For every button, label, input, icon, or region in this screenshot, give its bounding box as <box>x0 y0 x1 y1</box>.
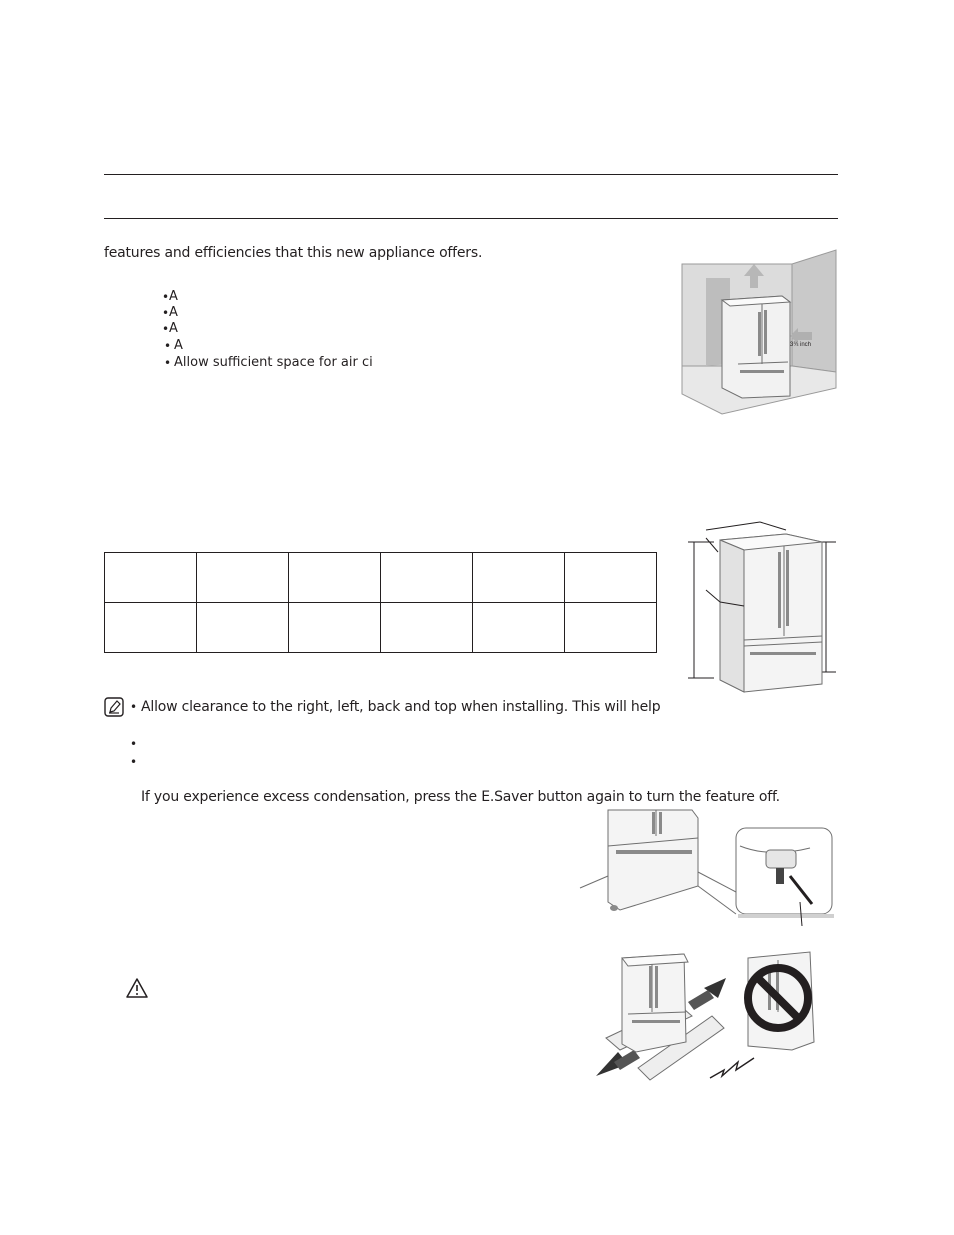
dimensions-illustration <box>680 516 840 702</box>
clearance-illustration <box>682 248 838 416</box>
table-cell <box>105 603 197 653</box>
list-bullet: • <box>164 356 172 370</box>
condensation-text: If you experience excess condensation, press the E.Saver button again to turn the feature off. <box>141 789 780 805</box>
table-cell <box>565 553 657 603</box>
list-bullet: • <box>162 322 170 336</box>
list-bullet: • <box>162 290 170 304</box>
note-text: Allow clearance to the right, left, back and top when installing. This will help <box>141 699 661 715</box>
table-cell <box>473 553 565 603</box>
list-item: A <box>169 289 178 304</box>
intro-text: features and efficiencies that this new appliance offers. <box>104 245 483 261</box>
table-cell <box>473 603 565 653</box>
note-bullet: • <box>130 700 138 714</box>
table-cell <box>105 553 197 603</box>
header-rule-bottom <box>104 218 838 219</box>
table-cell <box>289 553 381 603</box>
sub-bullet: • <box>130 737 138 751</box>
moving-illustration <box>592 946 836 1088</box>
dimension-table <box>104 552 657 653</box>
table-cell <box>381 553 473 603</box>
list-item: Allow sufficient space for air ci <box>174 355 373 370</box>
table-cell <box>289 603 381 653</box>
table-row <box>105 553 657 603</box>
list-item: A <box>169 321 178 336</box>
list-bullet: • <box>164 339 172 353</box>
list-item: A <box>174 338 183 353</box>
sub-bullet: • <box>130 755 138 769</box>
leveling-illustration <box>580 810 840 926</box>
table-cell <box>197 553 289 603</box>
table-cell <box>197 603 289 653</box>
list-item: A <box>169 305 178 320</box>
table-cell <box>565 603 657 653</box>
header-rule-top <box>104 174 838 175</box>
note-icon <box>104 697 124 717</box>
table-cell <box>381 603 473 653</box>
table-row <box>105 603 657 653</box>
clearance-label: 3¾ inch <box>790 342 812 348</box>
warning-icon <box>126 978 148 998</box>
list-bullet: • <box>162 306 170 320</box>
